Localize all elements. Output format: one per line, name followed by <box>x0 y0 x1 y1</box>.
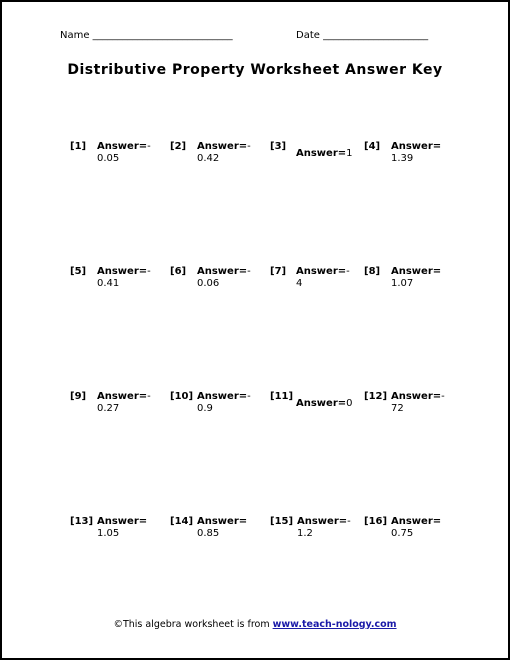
answer <box>197 141 255 165</box>
answer <box>391 516 449 540</box>
footer <box>0 619 510 630</box>
answer-value: 1.39 <box>391 153 414 164</box>
answer <box>197 266 255 290</box>
answer-label: Answer= <box>391 391 442 402</box>
answer-value: 0.75 <box>391 528 414 539</box>
answer <box>296 266 354 290</box>
answer <box>197 516 255 540</box>
answer-label: Answer= <box>97 266 148 277</box>
problem-number: [1] <box>70 141 87 152</box>
answer-label: Answer= <box>197 266 248 277</box>
answer <box>391 266 449 290</box>
date-line: Date _____________________ <box>296 30 429 41</box>
answer-value: -0.05 <box>97 141 151 164</box>
answer-label: Answer= <box>97 141 148 152</box>
answer-label: Answer= <box>97 516 148 527</box>
answer <box>97 391 155 415</box>
problem-number: [5] <box>70 266 87 277</box>
answer-value: 1.07 <box>391 278 414 289</box>
name-line: Name ____________________________ <box>60 30 233 41</box>
answer <box>296 148 360 160</box>
problem-number: [16] <box>364 516 388 527</box>
problem-number: [9] <box>70 391 87 402</box>
problem-number: [3] <box>270 141 287 152</box>
answer-value: -0.9 <box>197 391 251 414</box>
answer-value: 1.05 <box>97 528 120 539</box>
problem-number: [8] <box>364 266 381 277</box>
answer-value: -0.42 <box>197 141 251 164</box>
answer <box>297 516 355 540</box>
answer-label: Answer= <box>197 516 248 527</box>
answer-label: Answer= <box>296 266 347 277</box>
answer-value: -1.2 <box>297 516 351 539</box>
answer-label: Answer= <box>297 516 348 527</box>
answer-label: Answer= <box>296 398 347 409</box>
answer-value: -0.06 <box>197 266 251 289</box>
problem-number: [14] <box>170 516 194 527</box>
answer-value: -72 <box>391 391 445 414</box>
answer-label: Answer= <box>296 148 347 159</box>
answer-label: Answer= <box>97 391 148 402</box>
answer <box>97 266 155 290</box>
problem-number: [13] <box>70 516 94 527</box>
answer-label: Answer= <box>391 516 442 527</box>
problem-number: [10] <box>170 391 194 402</box>
answer-value: 0.85 <box>197 528 220 539</box>
answer <box>97 516 155 540</box>
worksheet-title: Distributive Property Worksheet Answer Key <box>67 62 443 78</box>
problem-number: [11] <box>270 391 294 402</box>
problem-number: [15] <box>270 516 294 527</box>
answer <box>296 398 360 410</box>
answer-value: -4 <box>296 266 350 289</box>
answer-value: -0.27 <box>97 391 151 414</box>
footer-text: ©This algebra worksheet is from <box>113 619 273 630</box>
problem-number: [4] <box>364 141 381 152</box>
answer-label: Answer= <box>197 141 248 152</box>
answer-value: -0.41 <box>97 266 151 289</box>
answer <box>391 141 449 165</box>
answer-value: 1 <box>346 148 353 159</box>
answer-label: Answer= <box>391 141 442 152</box>
problem-number: [12] <box>364 391 388 402</box>
problem-number: [2] <box>170 141 187 152</box>
answer <box>97 141 155 165</box>
answer-label: Answer= <box>197 391 248 402</box>
problem-number: [7] <box>270 266 287 277</box>
answer <box>197 391 255 415</box>
problem-number: [6] <box>170 266 187 277</box>
answer <box>391 391 449 415</box>
footer-link[interactable]: www.teach-nology.com <box>272 619 397 630</box>
answer-value: 0 <box>346 398 353 409</box>
answer-label: Answer= <box>391 266 442 277</box>
